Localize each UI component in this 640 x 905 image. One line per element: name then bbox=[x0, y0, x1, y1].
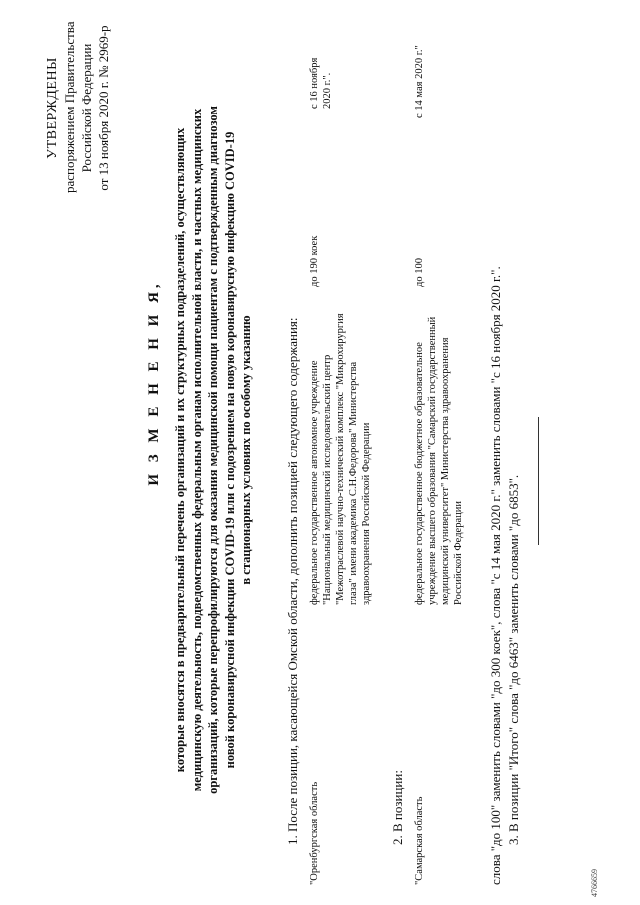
separator-line bbox=[538, 417, 539, 545]
replacement-text: слова "до 100" заменить словами "до 300 коек", слова "с 14 мая 2020 г." заменить словами "с 16 ноября 2020 г.". bbox=[488, 266, 503, 885]
subtitle-line: которые вносятся в предварительный перечень организаций и их структурных подразделений, осуществляющих bbox=[173, 127, 187, 773]
item-1-region: "Оренбургская область bbox=[309, 781, 320, 885]
subtitle-line: медицинскую деятельность, подведомственных федеральным органам исполнительной власти, и частных медицинских bbox=[189, 108, 204, 792]
document-heading: И З М Е Н Е Н И Я, bbox=[146, 280, 162, 486]
org-line: медицинский университет" Министерства здравоохранения bbox=[440, 337, 451, 605]
date-line: с 16 ноября bbox=[309, 57, 320, 109]
subtitle-line: организаций, которые перепрофилируются для оказания медицинской помощи пациентам с подтвержденным диагнозом bbox=[206, 106, 220, 794]
item-1-text: 1. После позиции, касающейся Омской области, дополнить позицией следующего содержания: bbox=[285, 317, 300, 845]
org-line: федеральное государственное автономное учреждение bbox=[309, 360, 320, 605]
subtitle-line: новой коронавирусной инфекции COVID-19 или с подозрением на новую коронавирусную инфекцию COVID-19 bbox=[222, 131, 237, 769]
approval-block bbox=[44, 23, 112, 193]
item-1-beds: до 190 коек bbox=[309, 235, 320, 287]
item-2-region: "Самарская область bbox=[414, 796, 425, 885]
org-line: "Национальный медицинский исследовательский центр bbox=[322, 354, 333, 605]
approval-line-1: распоряжением Правительства bbox=[62, 21, 77, 193]
org-line: глаза" имени академика С.Н.Федорова" Министерства bbox=[348, 361, 359, 605]
approval-line-3: от 13 ноября 2020 г. № 2969-р bbox=[96, 25, 111, 191]
org-line: федеральное государственное бюджетное образовательное bbox=[414, 342, 425, 605]
subtitle-line: в стационарных условиях по особому указанию bbox=[239, 315, 253, 585]
document-id: 4766659 bbox=[590, 869, 599, 897]
approval-line-2: Российской Федерации bbox=[79, 43, 94, 173]
item-2-text: 2. В позиции: bbox=[390, 770, 405, 845]
org-line: Российской Федерации bbox=[453, 501, 464, 605]
date-line: 2020 г.". bbox=[322, 72, 333, 109]
org-line: здравоохранения Российской Федерации bbox=[361, 422, 372, 605]
item-2-organization bbox=[413, 285, 465, 605]
item-2-date: с 14 мая 2020 г." bbox=[414, 45, 425, 118]
item-1-date bbox=[308, 58, 334, 109]
item-2-beds: до 100 bbox=[414, 258, 425, 287]
org-line: "Межотраслевой научно-технический комплекс "Микрохирургия bbox=[335, 313, 346, 605]
item-1-organization bbox=[308, 285, 373, 605]
item-3-text: 3. В позиции "Итого" слова "до 6463" заменить словами "до 6853". bbox=[506, 474, 521, 845]
approval-title: УТВЕРЖДЕНЫ bbox=[45, 57, 60, 159]
org-line: учреждение высшего образования "Самарский государственный bbox=[427, 316, 438, 605]
document-subtitle bbox=[172, 55, 255, 845]
